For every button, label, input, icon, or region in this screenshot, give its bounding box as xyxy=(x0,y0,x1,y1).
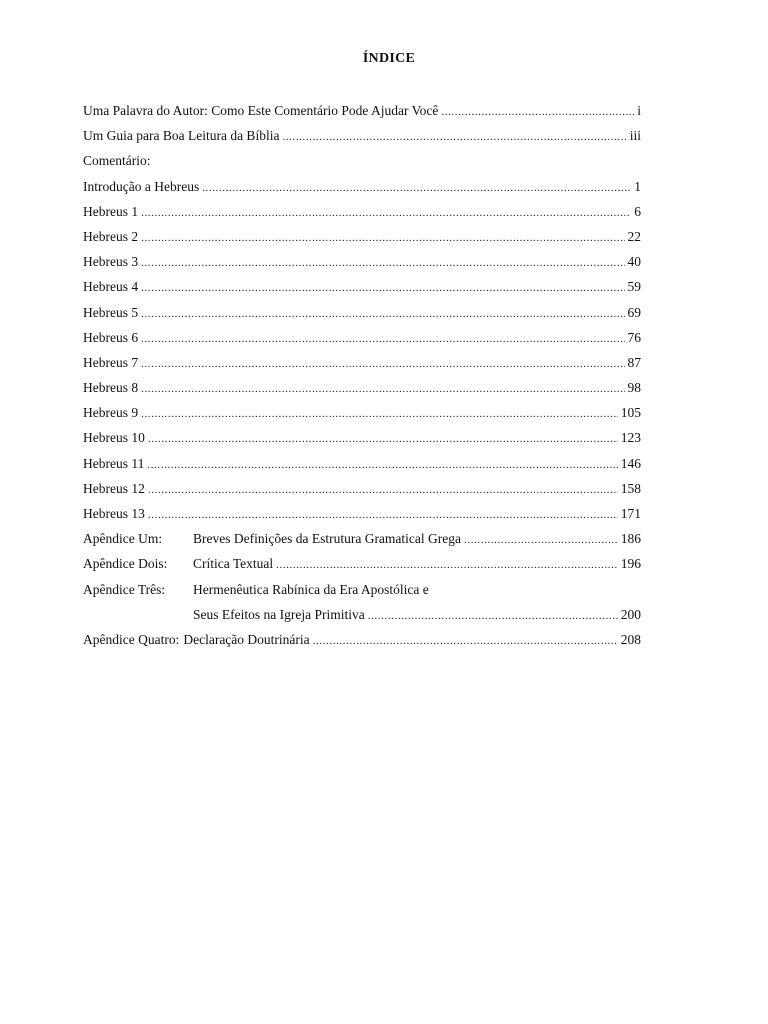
dot-leader xyxy=(141,228,624,248)
toc-entry-page: 22 xyxy=(627,228,641,244)
appendix-prefix: Apêndice Dois: xyxy=(83,556,168,572)
dot-leader xyxy=(141,304,624,324)
appendix-title: Crítica Textual xyxy=(193,556,274,572)
toc-entry xyxy=(83,403,641,428)
toc-entry-label: Introdução a Hebreus xyxy=(83,178,200,194)
page-title: ÍNDICE xyxy=(362,51,416,66)
appendix-title-continued: Seus Efeitos na Igreja Primitiva xyxy=(193,606,365,622)
toc-appendix-three-line2 xyxy=(83,605,641,630)
appendix-prefix: Apêndice Quatro: xyxy=(83,631,180,647)
dot-leader xyxy=(141,354,624,374)
toc-entry-page: 200 xyxy=(620,606,641,622)
dot-leader xyxy=(141,278,624,298)
toc-entry-page: 123 xyxy=(620,430,641,446)
toc-entry xyxy=(83,277,641,302)
appendix-prefix: Apêndice Um: xyxy=(83,531,163,547)
dot-leader xyxy=(202,178,631,198)
dot-leader xyxy=(141,329,624,349)
appendix-title: Breves Definições da Estrutura Gramatical Grega xyxy=(193,531,462,547)
dot-leader xyxy=(141,379,624,399)
toc-entry-page: 87 xyxy=(627,354,641,370)
toc-entry-page: 76 xyxy=(627,329,641,345)
toc-entry-page: 186 xyxy=(620,531,641,547)
toc-entry-page: 158 xyxy=(620,480,641,496)
toc-entry-label: Hebreus 13 xyxy=(83,506,145,521)
toc-appendix-four xyxy=(83,630,641,655)
toc-entry-page: 171 xyxy=(620,506,641,521)
toc-entry-label: Hebreus 1 xyxy=(83,203,139,219)
toc-entry-label: Hebreus 10 xyxy=(83,430,145,446)
toc-appendix-two xyxy=(83,554,641,579)
dot-leader xyxy=(148,505,618,525)
toc-entry xyxy=(83,227,641,252)
toc-entry-label: Hebreus 12 xyxy=(83,480,145,496)
toc-entry xyxy=(83,252,641,277)
dot-leader xyxy=(148,429,618,449)
toc-appendix-three-line1 xyxy=(83,580,641,605)
toc-entry-page: iii xyxy=(629,128,641,144)
toc-entry xyxy=(83,428,641,453)
toc-entry-page: 6 xyxy=(634,203,641,219)
toc-entry-page: 59 xyxy=(627,279,641,295)
toc-entry-page: 105 xyxy=(620,405,641,421)
toc-entry-page: i xyxy=(637,103,641,118)
dot-leader xyxy=(147,455,617,475)
toc-entry-label: Hebreus 11 xyxy=(83,455,145,471)
dot-leader xyxy=(441,102,634,122)
toc-entry xyxy=(83,454,641,479)
toc-entry xyxy=(83,202,641,227)
toc-entry-page: 69 xyxy=(627,304,641,320)
dot-leader xyxy=(141,253,624,273)
dot-leader xyxy=(276,555,618,575)
toc-entry-label: Hebreus 3 xyxy=(83,254,139,270)
toc-entry xyxy=(83,328,641,353)
toc-entry-label: Uma Palavra do Autor: Como Este Comentário Pode Ajudar Você xyxy=(83,103,439,118)
toc-entry xyxy=(83,126,641,151)
toc-entry xyxy=(83,353,641,378)
toc-entry-page: 208 xyxy=(620,631,641,647)
toc-entry xyxy=(83,101,641,126)
dot-leader xyxy=(464,530,618,550)
toc-section-heading xyxy=(83,151,641,176)
toc-entry-page: 98 xyxy=(627,380,641,396)
toc-entry xyxy=(83,177,641,202)
toc-section-label: Comentário: xyxy=(83,153,151,169)
toc-entry-label: Um Guia para Boa Leitura da Bíblia xyxy=(83,128,280,144)
dot-leader xyxy=(148,480,618,500)
toc-entry-label: Hebreus 4 xyxy=(83,279,139,295)
dot-leader xyxy=(282,127,626,147)
toc-entry-label: Hebreus 7 xyxy=(83,354,139,370)
toc-entry-label: Hebreus 5 xyxy=(83,304,139,320)
toc-entry-label: Hebreus 8 xyxy=(83,380,139,396)
toc-entry xyxy=(83,303,641,328)
toc-entry-page: 146 xyxy=(620,455,641,471)
toc-entry xyxy=(83,504,641,529)
dot-leader xyxy=(141,404,618,424)
toc-entry-label: Hebreus 6 xyxy=(83,329,139,345)
toc-entry-page: 40 xyxy=(627,254,641,270)
toc-entry-label: Hebreus 9 xyxy=(83,405,139,421)
appendix-title: Declaração Doutrinária xyxy=(183,631,310,647)
toc-entry-page: 1 xyxy=(634,178,641,194)
dot-leader xyxy=(368,606,618,626)
appendix-prefix: Apêndice Três: xyxy=(83,581,166,597)
toc-appendix-one xyxy=(83,529,641,554)
appendix-title: Hermenêutica Rabínica da Era Apostólica e xyxy=(193,581,429,597)
toc-entry xyxy=(83,479,641,504)
table-of-contents xyxy=(83,101,641,655)
toc-entry xyxy=(83,378,641,403)
toc-entry-page: 196 xyxy=(620,556,641,572)
dot-leader xyxy=(313,631,618,651)
toc-entry-label: Hebreus 2 xyxy=(83,228,139,244)
dot-leader xyxy=(141,203,631,223)
